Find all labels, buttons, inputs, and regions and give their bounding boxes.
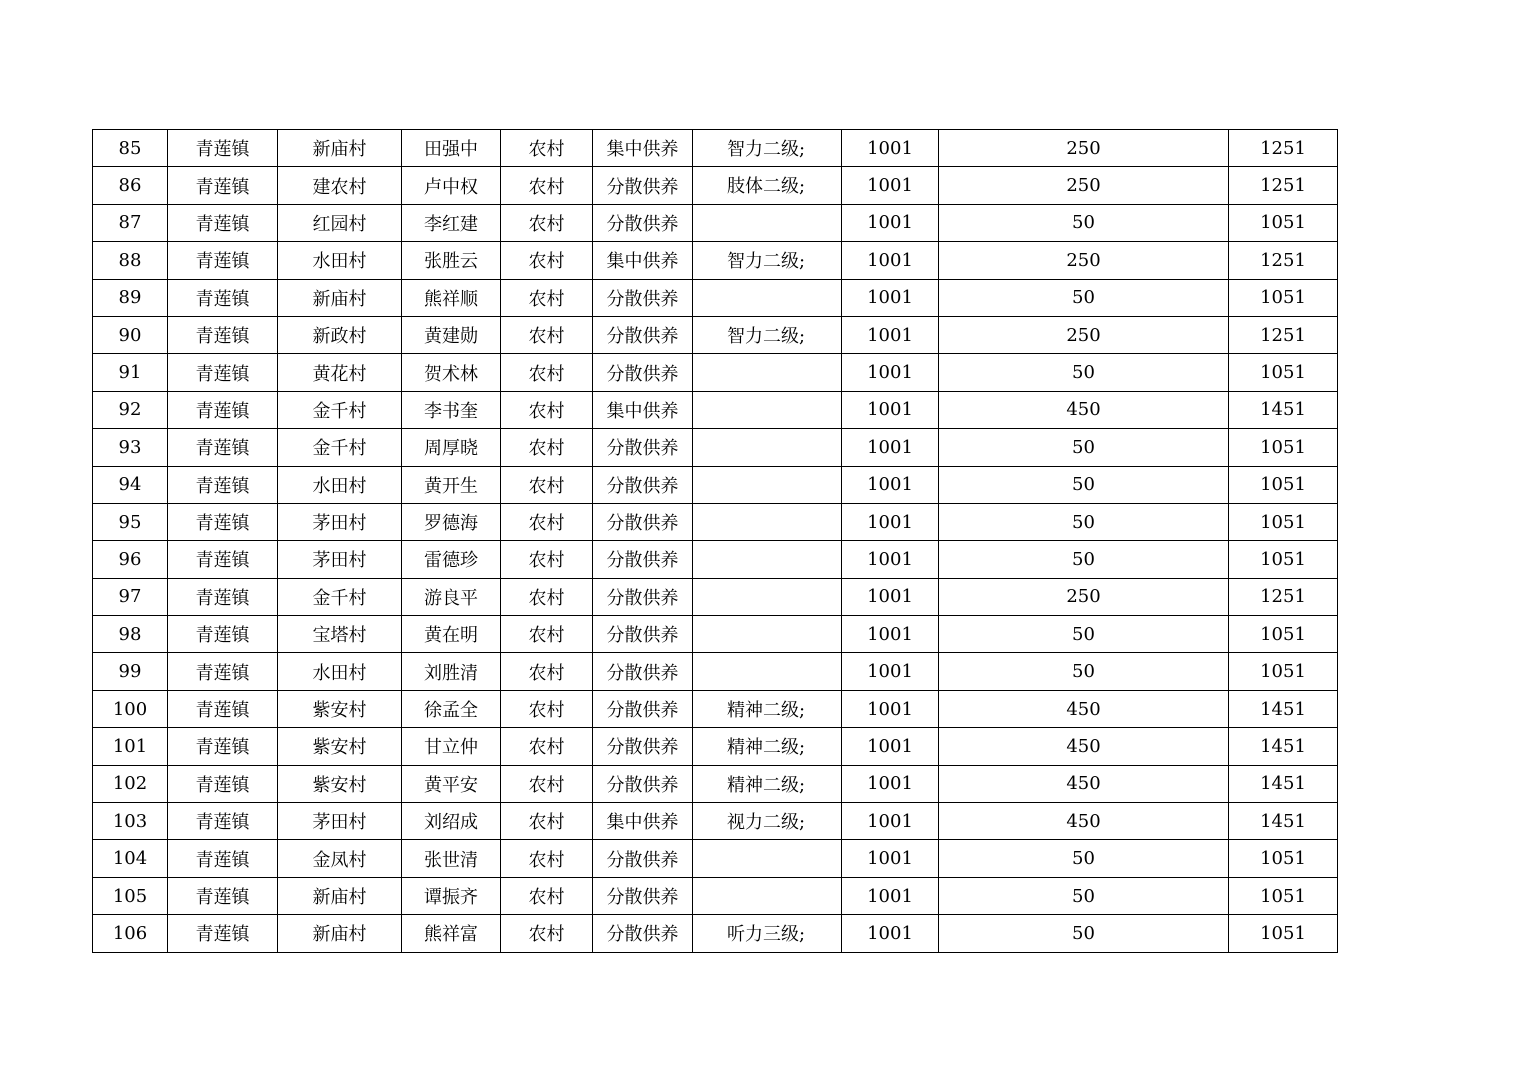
person-name-cell: 黄建勋 [402, 316, 501, 353]
disability-level-cell [693, 391, 842, 428]
village-cell: 新政村 [278, 316, 402, 353]
village-cell: 紫安村 [278, 690, 402, 727]
support-type-cell: 分散供养 [593, 204, 693, 241]
support-type-cell: 分散供养 [593, 877, 693, 914]
total-amount-cell: 1251 [1229, 316, 1338, 353]
person-name-cell: 甘立仲 [402, 728, 501, 765]
town-cell: 青莲镇 [168, 466, 278, 503]
total-amount-cell: 1051 [1229, 503, 1338, 540]
total-amount-cell: 1051 [1229, 204, 1338, 241]
row-number-cell: 105 [93, 877, 168, 914]
support-type-cell: 分散供养 [593, 503, 693, 540]
row-number-cell: 93 [93, 429, 168, 466]
subsidy-amount-cell: 50 [939, 541, 1229, 578]
area-type-cell: 农村 [501, 279, 593, 316]
table-row [93, 915, 1338, 952]
subsidy-amount-cell: 50 [939, 354, 1229, 391]
area-type-cell: 农村 [501, 429, 593, 466]
row-number-cell: 97 [93, 578, 168, 615]
subsidy-amount-cell: 50 [939, 204, 1229, 241]
base-amount-cell: 1001 [842, 316, 939, 353]
town-cell: 青莲镇 [168, 503, 278, 540]
table-row [93, 279, 1338, 316]
person-name-cell: 田强中 [402, 130, 501, 167]
area-type-cell: 农村 [501, 466, 593, 503]
person-name-cell: 黄平安 [402, 765, 501, 802]
total-amount-cell: 1051 [1229, 429, 1338, 466]
subsidy-amount-cell: 50 [939, 466, 1229, 503]
area-type-cell: 农村 [501, 391, 593, 428]
row-number-cell: 99 [93, 653, 168, 690]
area-type-cell: 农村 [501, 877, 593, 914]
town-cell: 青莲镇 [168, 690, 278, 727]
town-cell: 青莲镇 [168, 354, 278, 391]
disability-level-cell: 精神二级; [693, 765, 842, 802]
subsidy-amount-cell: 450 [939, 803, 1229, 840]
disability-level-cell: 智力二级; [693, 242, 842, 279]
person-name-cell: 张胜云 [402, 242, 501, 279]
area-type-cell: 农村 [501, 578, 593, 615]
village-cell: 紫安村 [278, 728, 402, 765]
subsidy-amount-cell: 450 [939, 690, 1229, 727]
area-type-cell: 农村 [501, 803, 593, 840]
town-cell: 青莲镇 [168, 204, 278, 241]
total-amount-cell: 1051 [1229, 653, 1338, 690]
subsidy-amount-cell: 250 [939, 578, 1229, 615]
disability-level-cell: 肢体二级; [693, 167, 842, 204]
village-cell: 新庙村 [278, 877, 402, 914]
village-cell: 宝塔村 [278, 616, 402, 653]
row-number-cell: 100 [93, 690, 168, 727]
area-type-cell: 农村 [501, 915, 593, 952]
base-amount-cell: 1001 [842, 167, 939, 204]
row-number-cell: 96 [93, 541, 168, 578]
table-row [93, 690, 1338, 727]
row-number-cell: 86 [93, 167, 168, 204]
base-amount-cell: 1001 [842, 354, 939, 391]
total-amount-cell: 1051 [1229, 840, 1338, 877]
base-amount-cell: 1001 [842, 130, 939, 167]
village-cell: 黄花村 [278, 354, 402, 391]
table-row [93, 130, 1338, 167]
area-type-cell: 农村 [501, 653, 593, 690]
table-row [93, 653, 1338, 690]
total-amount-cell: 1251 [1229, 242, 1338, 279]
disability-level-cell: 视力二级; [693, 803, 842, 840]
area-type-cell: 农村 [501, 242, 593, 279]
village-cell: 红园村 [278, 204, 402, 241]
row-number-cell: 95 [93, 503, 168, 540]
subsidy-amount-cell: 50 [939, 653, 1229, 690]
support-type-cell: 分散供养 [593, 466, 693, 503]
person-name-cell: 熊祥富 [402, 915, 501, 952]
table-row [93, 167, 1338, 204]
village-cell: 茅田村 [278, 541, 402, 578]
table-row [93, 803, 1338, 840]
table-row [93, 466, 1338, 503]
subsidy-amount-cell: 50 [939, 840, 1229, 877]
village-cell: 新庙村 [278, 130, 402, 167]
support-type-cell: 集中供养 [593, 391, 693, 428]
support-type-cell: 分散供养 [593, 541, 693, 578]
town-cell: 青莲镇 [168, 429, 278, 466]
base-amount-cell: 1001 [842, 391, 939, 428]
town-cell: 青莲镇 [168, 840, 278, 877]
base-amount-cell: 1001 [842, 765, 939, 802]
person-name-cell: 张世清 [402, 840, 501, 877]
base-amount-cell: 1001 [842, 690, 939, 727]
town-cell: 青莲镇 [168, 728, 278, 765]
village-cell: 金千村 [278, 429, 402, 466]
disability-level-cell: 听力三级; [693, 915, 842, 952]
person-name-cell: 黄开生 [402, 466, 501, 503]
table-row [93, 765, 1338, 802]
area-type-cell: 农村 [501, 840, 593, 877]
table-row [93, 204, 1338, 241]
base-amount-cell: 1001 [842, 503, 939, 540]
town-cell: 青莲镇 [168, 541, 278, 578]
table-row [93, 578, 1338, 615]
total-amount-cell: 1051 [1229, 616, 1338, 653]
town-cell: 青莲镇 [168, 391, 278, 428]
row-number-cell: 89 [93, 279, 168, 316]
support-type-cell: 集中供养 [593, 242, 693, 279]
row-number-cell: 102 [93, 765, 168, 802]
subsidy-amount-cell: 50 [939, 503, 1229, 540]
village-cell: 新庙村 [278, 279, 402, 316]
table-row [93, 429, 1338, 466]
person-name-cell: 熊祥顺 [402, 279, 501, 316]
disability-level-cell [693, 503, 842, 540]
disability-level-cell [693, 466, 842, 503]
total-amount-cell: 1051 [1229, 466, 1338, 503]
subsidy-amount-cell: 50 [939, 915, 1229, 952]
subsidy-amount-cell: 50 [939, 279, 1229, 316]
table-row [93, 503, 1338, 540]
row-number-cell: 85 [93, 130, 168, 167]
village-cell: 金凤村 [278, 840, 402, 877]
area-type-cell: 农村 [501, 204, 593, 241]
person-name-cell: 周厚晓 [402, 429, 501, 466]
town-cell: 青莲镇 [168, 242, 278, 279]
town-cell: 青莲镇 [168, 915, 278, 952]
area-type-cell: 农村 [501, 728, 593, 765]
data-table [92, 129, 1338, 953]
village-cell: 紫安村 [278, 765, 402, 802]
person-name-cell: 游良平 [402, 578, 501, 615]
village-cell: 金千村 [278, 578, 402, 615]
support-type-cell: 分散供养 [593, 578, 693, 615]
village-cell: 水田村 [278, 466, 402, 503]
village-cell: 建农村 [278, 167, 402, 204]
support-type-cell: 分散供养 [593, 840, 693, 877]
person-name-cell: 徐孟全 [402, 690, 501, 727]
village-cell: 水田村 [278, 653, 402, 690]
total-amount-cell: 1251 [1229, 130, 1338, 167]
subsidy-amount-cell: 250 [939, 167, 1229, 204]
table-row [93, 877, 1338, 914]
base-amount-cell: 1001 [842, 616, 939, 653]
area-type-cell: 农村 [501, 130, 593, 167]
disability-level-cell: 精神二级; [693, 690, 842, 727]
table-row [93, 840, 1338, 877]
disability-level-cell [693, 541, 842, 578]
total-amount-cell: 1051 [1229, 915, 1338, 952]
table-row [93, 541, 1338, 578]
base-amount-cell: 1001 [842, 429, 939, 466]
person-name-cell: 卢中权 [402, 167, 501, 204]
row-number-cell: 103 [93, 803, 168, 840]
area-type-cell: 农村 [501, 690, 593, 727]
support-type-cell: 分散供养 [593, 653, 693, 690]
town-cell: 青莲镇 [168, 167, 278, 204]
subsidy-amount-cell: 450 [939, 391, 1229, 428]
area-type-cell: 农村 [501, 354, 593, 391]
table-row [93, 242, 1338, 279]
base-amount-cell: 1001 [842, 840, 939, 877]
disability-level-cell [693, 279, 842, 316]
support-type-cell: 分散供养 [593, 316, 693, 353]
town-cell: 青莲镇 [168, 765, 278, 802]
total-amount-cell: 1051 [1229, 541, 1338, 578]
table-row [93, 616, 1338, 653]
support-type-cell: 分散供养 [593, 616, 693, 653]
support-type-cell: 分散供养 [593, 765, 693, 802]
subsidy-amount-cell: 250 [939, 130, 1229, 167]
village-cell: 茅田村 [278, 503, 402, 540]
base-amount-cell: 1001 [842, 242, 939, 279]
base-amount-cell: 1001 [842, 541, 939, 578]
total-amount-cell: 1251 [1229, 167, 1338, 204]
subsidy-amount-cell: 450 [939, 728, 1229, 765]
subsidy-amount-cell: 50 [939, 616, 1229, 653]
base-amount-cell: 1001 [842, 728, 939, 765]
total-amount-cell: 1051 [1229, 877, 1338, 914]
base-amount-cell: 1001 [842, 877, 939, 914]
disability-level-cell [693, 578, 842, 615]
person-name-cell: 贺术林 [402, 354, 501, 391]
row-number-cell: 91 [93, 354, 168, 391]
base-amount-cell: 1001 [842, 915, 939, 952]
subsidy-amount-cell: 250 [939, 242, 1229, 279]
village-cell: 水田村 [278, 242, 402, 279]
town-cell: 青莲镇 [168, 653, 278, 690]
base-amount-cell: 1001 [842, 204, 939, 241]
table-row [93, 316, 1338, 353]
person-name-cell: 雷德珍 [402, 541, 501, 578]
support-type-cell: 分散供养 [593, 354, 693, 391]
support-type-cell: 分散供养 [593, 728, 693, 765]
subsidy-amount-cell: 50 [939, 429, 1229, 466]
support-type-cell: 分散供养 [593, 167, 693, 204]
town-cell: 青莲镇 [168, 578, 278, 615]
area-type-cell: 农村 [501, 616, 593, 653]
support-type-cell: 分散供养 [593, 690, 693, 727]
row-number-cell: 98 [93, 616, 168, 653]
person-name-cell: 刘胜清 [402, 653, 501, 690]
table-row [93, 354, 1338, 391]
support-type-cell: 分散供养 [593, 429, 693, 466]
person-name-cell: 罗德海 [402, 503, 501, 540]
disability-level-cell: 精神二级; [693, 728, 842, 765]
area-type-cell: 农村 [501, 503, 593, 540]
person-name-cell: 刘绍成 [402, 803, 501, 840]
area-type-cell: 农村 [501, 167, 593, 204]
village-cell: 茅田村 [278, 803, 402, 840]
total-amount-cell: 1451 [1229, 765, 1338, 802]
total-amount-cell: 1451 [1229, 690, 1338, 727]
base-amount-cell: 1001 [842, 578, 939, 615]
total-amount-cell: 1451 [1229, 803, 1338, 840]
person-name-cell: 李书奎 [402, 391, 501, 428]
town-cell: 青莲镇 [168, 877, 278, 914]
person-name-cell: 黄在明 [402, 616, 501, 653]
total-amount-cell: 1051 [1229, 354, 1338, 391]
disability-level-cell [693, 653, 842, 690]
row-number-cell: 101 [93, 728, 168, 765]
area-type-cell: 农村 [501, 541, 593, 578]
village-cell: 金千村 [278, 391, 402, 428]
row-number-cell: 94 [93, 466, 168, 503]
disability-level-cell [693, 840, 842, 877]
row-number-cell: 106 [93, 915, 168, 952]
disability-level-cell [693, 429, 842, 466]
total-amount-cell: 1051 [1229, 279, 1338, 316]
table-body [93, 130, 1338, 953]
support-type-cell: 分散供养 [593, 915, 693, 952]
base-amount-cell: 1001 [842, 466, 939, 503]
total-amount-cell: 1251 [1229, 578, 1338, 615]
person-name-cell: 谭振齐 [402, 877, 501, 914]
base-amount-cell: 1001 [842, 803, 939, 840]
disability-level-cell [693, 204, 842, 241]
disability-level-cell [693, 877, 842, 914]
subsidy-amount-cell: 250 [939, 316, 1229, 353]
total-amount-cell: 1451 [1229, 728, 1338, 765]
area-type-cell: 农村 [501, 765, 593, 802]
total-amount-cell: 1451 [1229, 391, 1338, 428]
disability-level-cell: 智力二级; [693, 130, 842, 167]
disability-level-cell: 智力二级; [693, 316, 842, 353]
town-cell: 青莲镇 [168, 616, 278, 653]
disability-level-cell [693, 616, 842, 653]
base-amount-cell: 1001 [842, 279, 939, 316]
town-cell: 青莲镇 [168, 130, 278, 167]
table-row [93, 391, 1338, 428]
town-cell: 青莲镇 [168, 316, 278, 353]
subsidy-amount-cell: 450 [939, 765, 1229, 802]
town-cell: 青莲镇 [168, 279, 278, 316]
base-amount-cell: 1001 [842, 653, 939, 690]
row-number-cell: 88 [93, 242, 168, 279]
support-type-cell: 分散供养 [593, 279, 693, 316]
village-cell: 新庙村 [278, 915, 402, 952]
support-type-cell: 集中供养 [593, 803, 693, 840]
table-row [93, 728, 1338, 765]
area-type-cell: 农村 [501, 316, 593, 353]
support-type-cell: 集中供养 [593, 130, 693, 167]
person-name-cell: 李红建 [402, 204, 501, 241]
row-number-cell: 104 [93, 840, 168, 877]
subsidy-amount-cell: 50 [939, 877, 1229, 914]
town-cell: 青莲镇 [168, 803, 278, 840]
row-number-cell: 90 [93, 316, 168, 353]
disability-level-cell [693, 354, 842, 391]
row-number-cell: 92 [93, 391, 168, 428]
row-number-cell: 87 [93, 204, 168, 241]
